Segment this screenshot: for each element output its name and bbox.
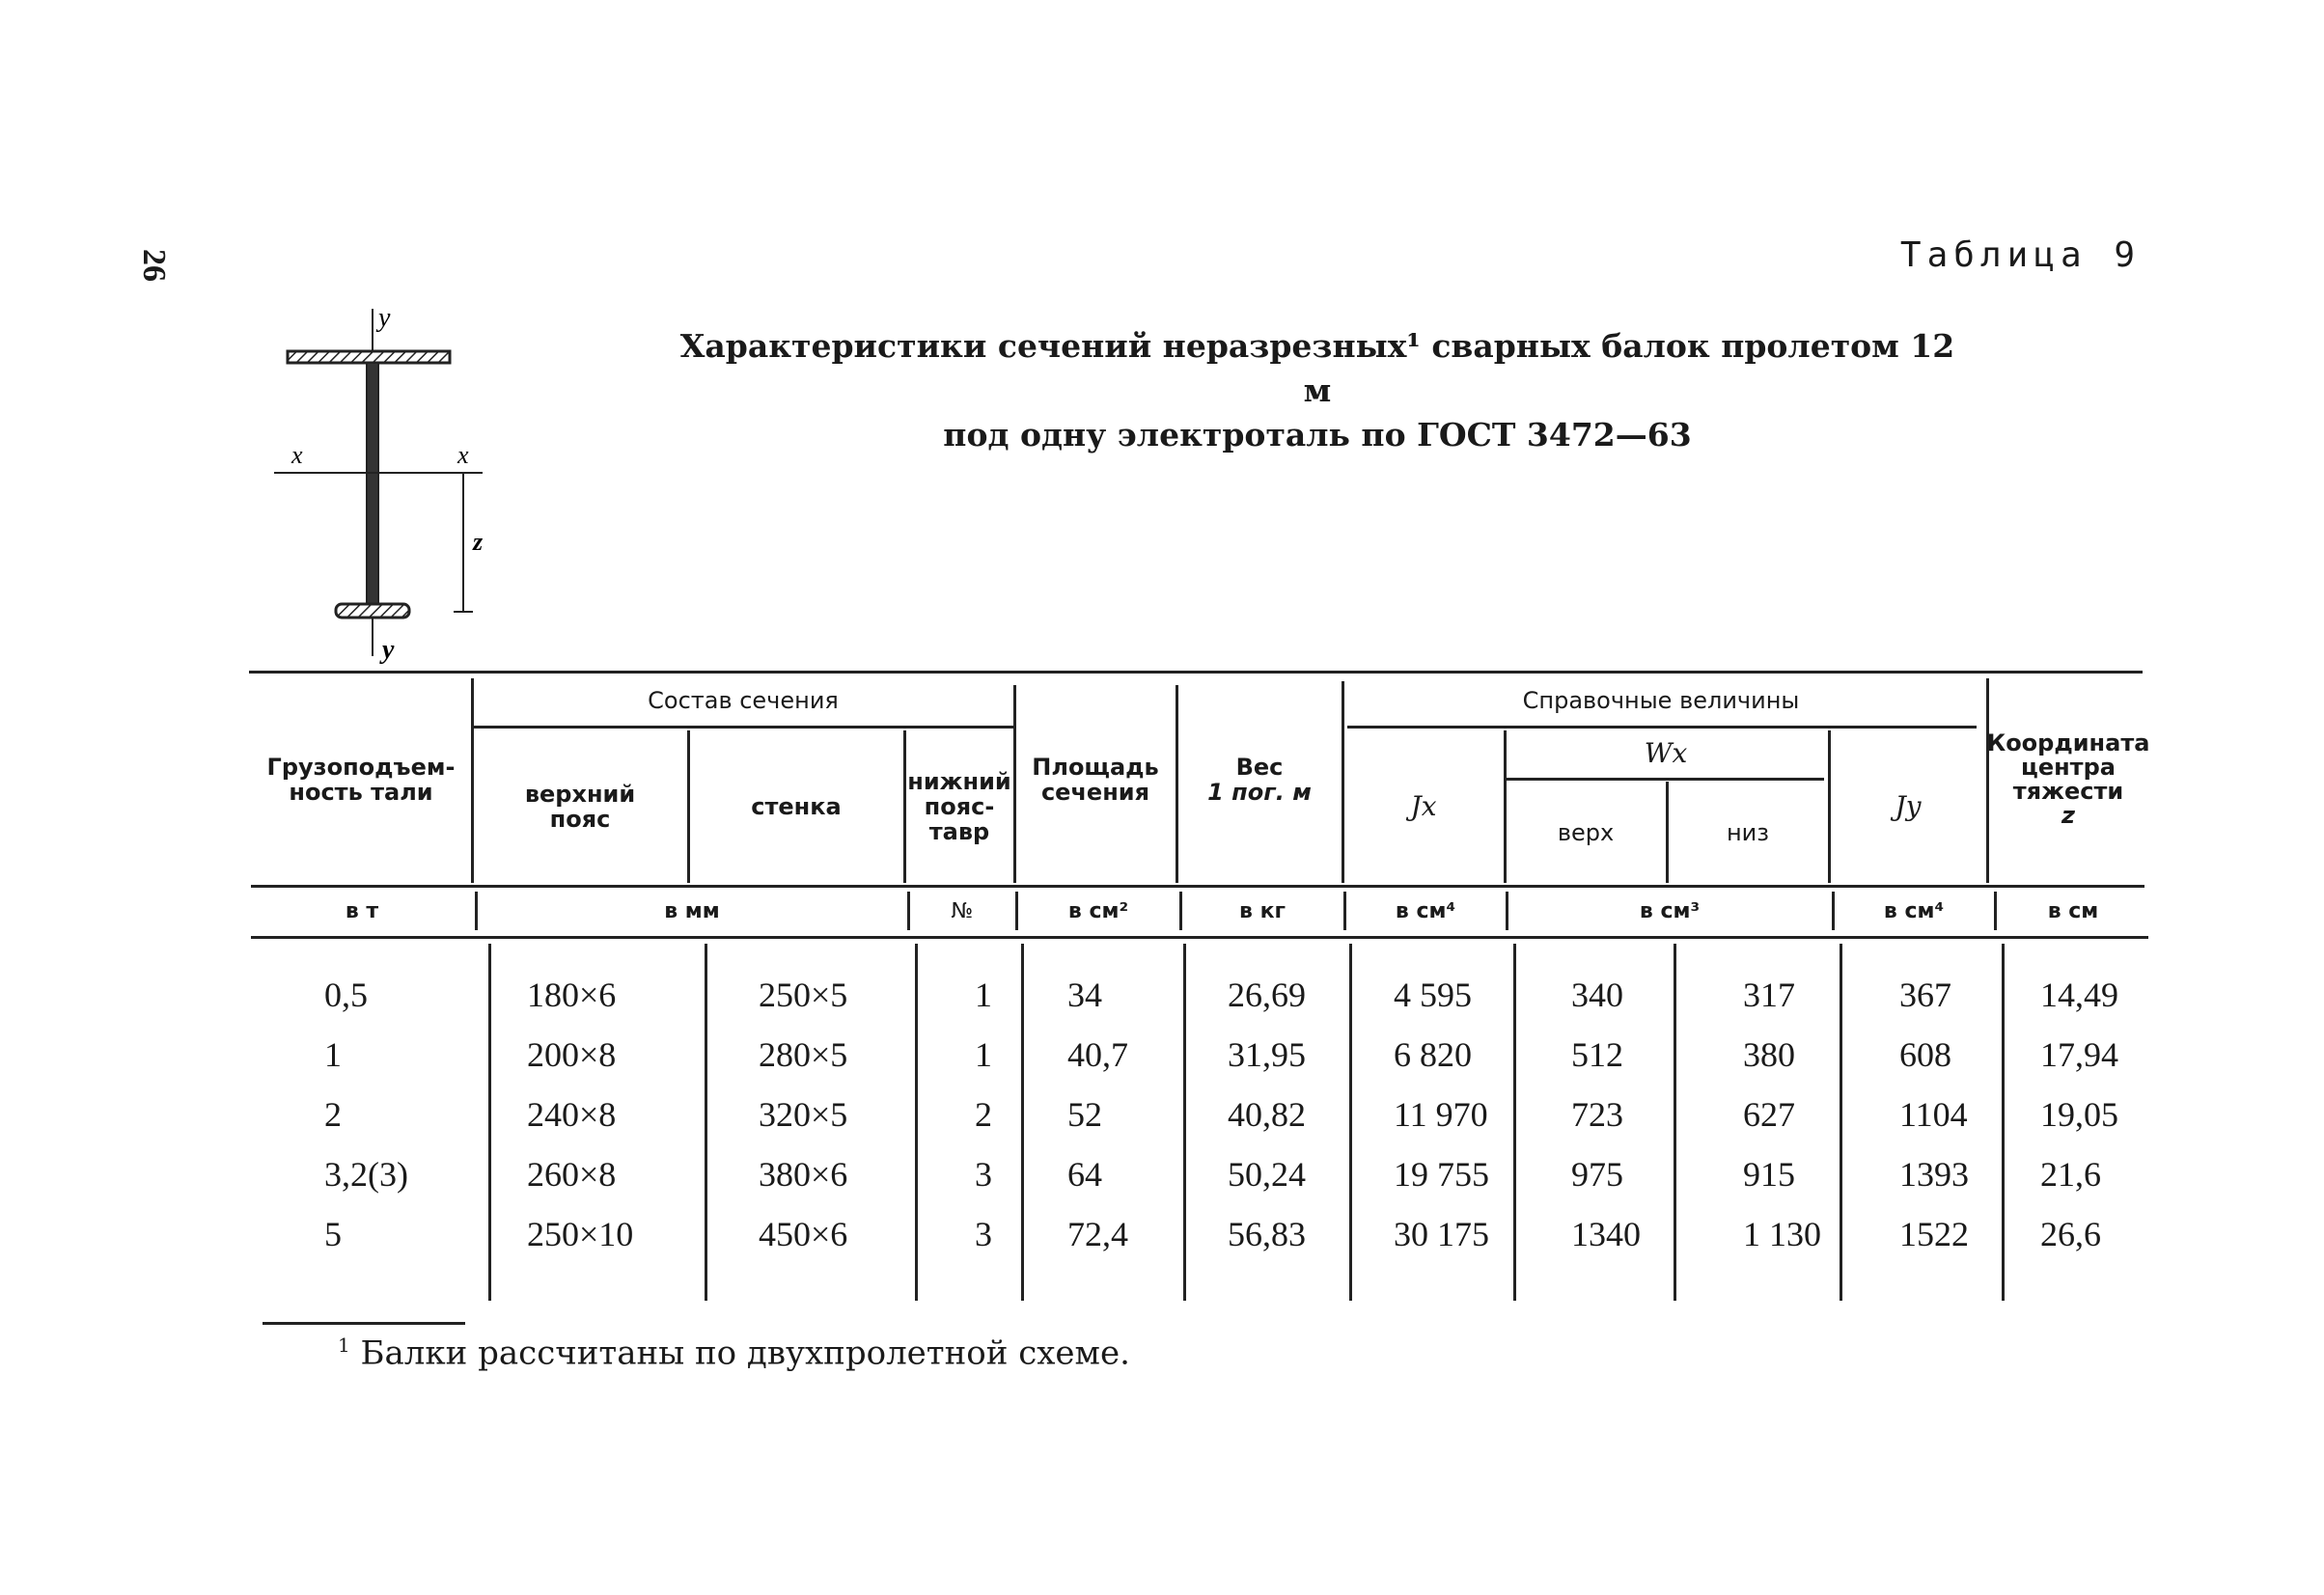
cell-z: 14,49 [2040, 976, 2118, 1014]
cell-web: 450×6 [759, 1215, 848, 1253]
cell-top-flange: 200×8 [527, 1035, 617, 1074]
cell-area: 64 [1067, 1155, 1102, 1194]
table-top-rule [249, 671, 2143, 674]
cell-jy: 367 [1899, 976, 1951, 1014]
cell-area: 40,7 [1067, 1035, 1128, 1074]
header-web: стенка [751, 793, 842, 820]
header-centroid-line-3: тяжести [2012, 778, 2124, 805]
header-bottom-rule [251, 885, 2144, 888]
cell-tee: 1 [975, 1035, 992, 1074]
cell-web: 280×5 [759, 1035, 848, 1074]
cell-jy: 1104 [1899, 1095, 1968, 1134]
x-axis-label-left: x [291, 441, 303, 469]
table-row [251, 1204, 2143, 1264]
cell-jx: 30 175 [1394, 1215, 1489, 1253]
cell-tee: 3 [975, 1155, 992, 1194]
cell-weight: 31,95 [1228, 1035, 1306, 1074]
page-number: 26 [136, 249, 172, 282]
cell-top-flange: 250×10 [527, 1215, 634, 1253]
unit-mm: в мм [664, 899, 720, 923]
header-capacity: Грузоподъем- ность тали [266, 753, 456, 806]
table-title-line-2: под одну электроталь по ГОСТ 3472—63 [943, 416, 1692, 454]
cell-top-flange: 180×6 [527, 976, 617, 1014]
cell-tee: 1 [975, 976, 992, 1014]
header-jx: Jx [1410, 790, 1437, 822]
cell-z: 17,94 [2040, 1035, 2118, 1074]
cell-jy: 1393 [1899, 1155, 1969, 1194]
unit-jx: в см⁴ [1395, 899, 1456, 923]
x-axis-label-right: x [457, 441, 469, 469]
cell-area: 72,4 [1067, 1215, 1128, 1253]
cell-weight: 26,69 [1228, 976, 1306, 1014]
unit-tee: № [951, 899, 974, 923]
table-row [251, 965, 2143, 1025]
cell-web: 320×5 [759, 1095, 848, 1134]
cell-jx: 6 820 [1394, 1035, 1472, 1074]
cell-z: 26,6 [2040, 1215, 2101, 1253]
header-composition: Состав сечения [648, 687, 839, 714]
cell-wx-bottom: 380 [1743, 1035, 1795, 1074]
unit-capacity: в т [345, 899, 379, 923]
header-reference: Справочные величины [1522, 687, 1800, 714]
cell-web: 380×6 [759, 1155, 848, 1194]
header-top-flange: верхний пояс [524, 781, 636, 833]
cell-tee: 2 [975, 1095, 992, 1134]
unit-z: в см [2047, 899, 2099, 923]
cell-top-flange: 260×8 [527, 1155, 617, 1194]
footnote-mark: 1 [338, 1334, 350, 1357]
header-wx-top: верх [1557, 819, 1615, 846]
cell-jy: 1522 [1899, 1215, 1969, 1253]
unit-wx: в см³ [1639, 899, 1701, 923]
header-centroid-line-2: центра [2021, 754, 2116, 781]
y-axis-label-bottom: y [382, 635, 395, 665]
cell-area: 52 [1067, 1095, 1102, 1134]
table-row [251, 1144, 2143, 1204]
table-row [251, 1085, 2143, 1144]
unit-jy: в см⁴ [1883, 899, 1945, 923]
header-wx: Wx [1644, 737, 1688, 769]
wx-rule [1506, 778, 1824, 781]
footnote-text: Балки рассчитаны по двухпролетной схеме. [360, 1334, 1130, 1373]
cell-wx-top: 1340 [1571, 1215, 1641, 1253]
header-weight-line-2: 1 пог. м [1207, 779, 1312, 806]
header-bottom-tee: нижний пояс- тавр [907, 768, 1011, 845]
reference-rule [1347, 726, 1977, 729]
cell-jx: 4 595 [1394, 976, 1472, 1014]
header-jy: Jy [1895, 790, 1922, 822]
unit-weight: в кг [1238, 899, 1286, 923]
cell-web: 250×5 [759, 976, 848, 1014]
cell-z: 19,05 [2040, 1095, 2118, 1134]
footnote [338, 1334, 1130, 1372]
cell-weight: 50,24 [1228, 1155, 1306, 1194]
web-shape [367, 363, 378, 614]
beam-section-diagram [261, 299, 512, 666]
table-label: Таблица 9 [1899, 235, 2141, 275]
cell-wx-top: 512 [1571, 1035, 1623, 1074]
cell-jx: 11 970 [1394, 1095, 1488, 1134]
cell-wx-bottom: 915 [1743, 1155, 1795, 1194]
header-area: Площадь сечения [1032, 754, 1159, 806]
header-weight-line-1: Вес [1235, 754, 1284, 781]
cell-capacity: 3,2(3) [324, 1155, 408, 1194]
table-row [251, 1025, 2143, 1085]
cell-jy: 608 [1899, 1035, 1951, 1074]
cell-area: 34 [1067, 976, 1102, 1014]
cell-wx-top: 975 [1571, 1155, 1623, 1194]
cell-capacity: 1 [324, 1035, 342, 1074]
units-bottom-rule [251, 936, 2148, 939]
cell-wx-bottom: 627 [1743, 1095, 1795, 1134]
cell-top-flange: 240×8 [527, 1095, 617, 1134]
table-title-line-1: Характеристики сечений неразрезных¹ сварных балок пролетом 12 м [679, 327, 1955, 409]
header-centroid [1988, 675, 2148, 884]
bottom-tee-shape [336, 604, 409, 618]
composition-rule [473, 726, 1013, 729]
cell-weight: 56,83 [1228, 1215, 1306, 1253]
cell-wx-top: 340 [1571, 976, 1623, 1014]
header-wx-bottom: низ [1726, 819, 1770, 846]
cell-capacity: 2 [324, 1095, 342, 1134]
cell-capacity: 0,5 [324, 976, 368, 1014]
z-dimension-label: z [473, 528, 484, 556]
y-axis-label-top: y [378, 303, 391, 333]
cell-tee: 3 [975, 1215, 992, 1253]
cell-z: 21,6 [2040, 1155, 2101, 1194]
top-flange-shape [288, 351, 450, 363]
cell-wx-bottom: 317 [1743, 976, 1795, 1014]
unit-area: в см² [1067, 899, 1129, 923]
header-centroid-line-1: Координата [1986, 729, 2150, 756]
cell-weight: 40,82 [1228, 1095, 1306, 1134]
header-weight [1177, 675, 1342, 884]
cell-jx: 19 755 [1394, 1155, 1489, 1194]
cell-capacity: 5 [324, 1215, 342, 1253]
cell-wx-top: 723 [1571, 1095, 1623, 1134]
table-title [676, 324, 1959, 457]
cell-wx-bottom: 1 130 [1743, 1215, 1821, 1253]
footnote-rule [263, 1322, 465, 1325]
header-centroid-line-4: z [2061, 802, 2075, 829]
